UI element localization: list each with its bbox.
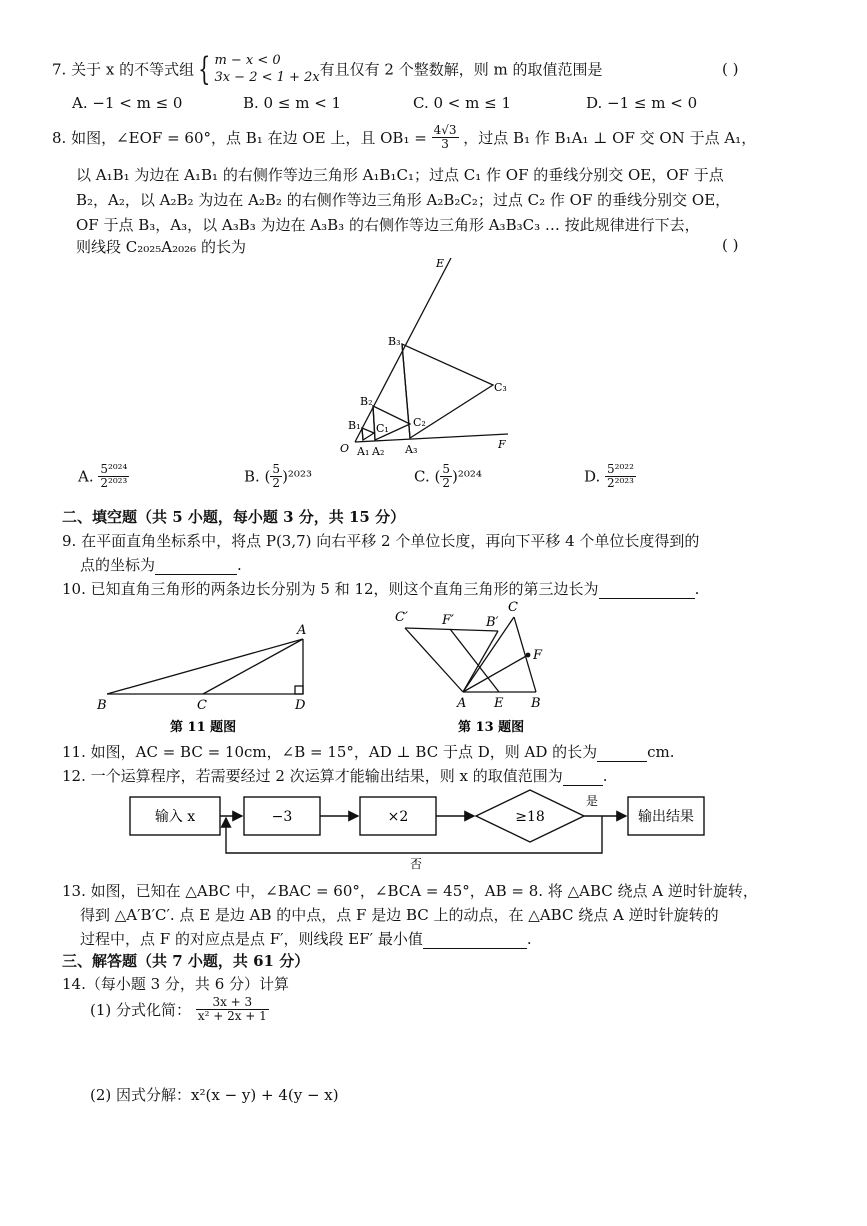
q14-part2: (2) 因式分解：x²(x − y) + 4(y − x) [90, 1086, 339, 1104]
q8-option-d-label: D. [584, 467, 601, 486]
q13-line1: 13. 如图，已知在 △ABC 中，∠BAC = 60°，∠BCA = 45°，AB = 8. 将 △ABC 绕点 A 逆时针旋转， [62, 882, 758, 900]
q7-system [214, 52, 319, 86]
q14-part1 [90, 996, 269, 1023]
fig11-ac [203, 639, 303, 694]
label-e: E [436, 257, 445, 270]
flow-input-text: 输入 x [154, 809, 196, 825]
q8-line1-b: ，过点 B₁ 作 B₁A₁ ⊥ OF 交 ON 于点 A₁， [463, 129, 757, 147]
label-f: F [498, 438, 506, 451]
q7-option-b: B. 0 ≤ m < 1 [243, 94, 342, 112]
q11-text: 11. 如图，AC = BC = 10cm，∠B = 15°，AD ⊥ BC 于点 D，则 AD 的长为 [62, 743, 598, 761]
q8-option-a-frac [98, 463, 129, 490]
q8-line4: OF 于点 B₃，A₃，以 A₃B₃ 为边在 A₃B₃ 的右侧作等边三角形 A₃B₃C₃ … 按此规律进行下去， [76, 216, 700, 234]
label-b1: B₁ [348, 419, 361, 432]
q9-end: . [237, 556, 242, 574]
q7-option-c: C. 0 < m ≤ 1 [413, 94, 511, 112]
q8-line1 [52, 124, 756, 151]
label-b3: B₃ [388, 335, 401, 348]
q13-end: . [526, 930, 532, 948]
q14-part1-label: (1) 分式化简： [90, 1001, 192, 1019]
q11 [62, 741, 675, 762]
q7-stem [52, 52, 603, 86]
q13-answer-blank [423, 934, 527, 949]
flow-output-text: 输出结果 [638, 809, 694, 825]
q8-option-b-den: 2 [272, 476, 281, 490]
fig11 [92, 618, 322, 738]
q9-answer-blank [155, 560, 237, 575]
fig11-label-a: A [297, 623, 307, 638]
fig13-label-f-prime: F′ [442, 613, 454, 628]
label-c2: C₂ [413, 416, 426, 429]
q10-end: . [694, 580, 700, 598]
flow-yes-text: 是 [585, 794, 599, 808]
flowchart [120, 788, 720, 870]
q12-text: 12. 一个运算程序，若需要经过 2 次运算才能输出结果，则 x 的取值范围为 [62, 767, 563, 785]
q8-option-c-label: C. ( [414, 467, 441, 486]
q12 [62, 765, 607, 786]
q11-unit: cm. [647, 743, 675, 761]
fig13-caption: 第 13 题图 [458, 720, 525, 735]
q7-system-line1: m − x < 0 [214, 53, 281, 68]
fig13-label-f: F [533, 648, 543, 663]
fig13-label-e: E [494, 696, 504, 711]
fig11-label-d: D [295, 698, 306, 713]
flow-step1-text: −3 [271, 809, 293, 825]
q14-part1-den: x² + 2x + 1 [197, 1009, 267, 1023]
fig13-label-c-prime: C′ [395, 610, 408, 625]
q8-option-c-close: )²⁰²⁴ [451, 467, 482, 486]
q8-option-b [244, 463, 312, 490]
q8-line5: 则线段 C₂₀₂₅A₂₀₂₆ 的长为 [76, 238, 246, 256]
fig13-f-prime-e [450, 629, 499, 692]
fig13-label-a: A [457, 696, 467, 711]
q8-frac-den: 3 [441, 137, 449, 151]
triangle-a1b1c1 [362, 428, 374, 440]
q8-option-a-label: A. [78, 467, 94, 486]
label-b2: B₂ [360, 395, 373, 408]
fig11-label-b: B [97, 698, 107, 713]
q12-end: . [602, 767, 608, 785]
label-o: O [340, 442, 350, 455]
fig13-label-c: C [508, 600, 518, 615]
q8-ob1-fraction [432, 124, 459, 151]
q8-option-c-frac [440, 463, 452, 490]
q8-option-b-label: B. ( [244, 467, 271, 486]
q8-option-c-den: 2 [442, 476, 450, 490]
q14-part1-num: 3x + 3 [196, 996, 269, 1010]
q13-line3 [80, 928, 532, 949]
q7-brace: { [198, 50, 211, 88]
q10-answer-blank [599, 584, 695, 599]
label-a3: A₃ [405, 443, 418, 456]
q7-answer-paren: ( ) [722, 60, 739, 78]
q9-line1: 9. 在平面直角坐标系中，将点 P(3,7) 向右平移 2 个单位长度，再向下平移 4 个单位长度得到的 [62, 532, 700, 550]
label-c1: C₁ [376, 422, 389, 435]
q8-option-d-num: 5²⁰²² [607, 462, 634, 476]
fig13-label-b: B [531, 696, 541, 711]
q8-frac-num: 4√3 [433, 123, 457, 137]
section2-title: 二、填空题（共 5 小题，每小题 3 分，共 15 分） [62, 508, 406, 526]
fig11-label-c: C [197, 698, 207, 713]
section3-title: 三、解答题（共 7 小题，共 61 分） [62, 952, 310, 970]
q9-line2-text: 点的坐标为 [80, 556, 156, 574]
q9-line2 [80, 554, 242, 575]
label-c3: C₃ [494, 381, 507, 394]
fig11-ab [107, 639, 303, 694]
q7-prefix: 7. 关于 x 的不等式组 [52, 60, 195, 79]
q12-answer-blank [563, 771, 603, 786]
fig13-point-f [526, 653, 531, 658]
q8-option-b-num: 5 [272, 462, 281, 476]
q8-option-a [78, 463, 129, 490]
q13-line2: 得到 △A′B′C′. 点 E 是边 AB 的中点，点 F 是边 BC 上的动点，在 △ABC 绕点 A 逆时针旋转的 [80, 906, 719, 924]
fig13-label-b-prime: B′ [486, 615, 499, 630]
q8-option-c [414, 463, 482, 490]
q14-part1-fraction [196, 996, 269, 1023]
q8-option-a-num: 5²⁰²⁴ [100, 462, 128, 476]
flow-cond-text: ≥18 [515, 809, 545, 825]
fig11-right-angle [295, 686, 303, 694]
q10 [62, 578, 699, 599]
q14-header: 14.（每小题 3 分，共 6 分）计算 [62, 975, 290, 993]
q8-figure [330, 250, 530, 460]
q8-option-b-close: )²⁰²³ [282, 467, 312, 486]
q8-option-d-den: 2²⁰²³ [607, 476, 634, 490]
q7-option-a: A. −1 < m ≤ 0 [72, 94, 183, 112]
fig13 [390, 595, 560, 740]
fig13-ab-prime [463, 631, 498, 692]
label-a2: A₂ [372, 445, 385, 458]
label-a1: A₁ [357, 445, 370, 458]
q7-option-d: D. −1 ≤ m < 0 [586, 94, 698, 112]
q10-text: 10. 已知直角三角形的两条边长分别为 5 和 12，则这个直角三角形的第三边长为 [62, 580, 599, 598]
q13-line3-text: 过程中，点 F 的对应点是点 F′，则线段 EF′ 最小值 [80, 930, 423, 948]
q8-option-d [584, 463, 636, 490]
q8-line2: 以 A₁B₁ 为边在 A₁B₁ 的右侧作等边三角形 A₁B₁C₁；过点 C₁ 作 OF 的垂线分别交 OE，OF 于点 [76, 166, 724, 184]
q7-system-line2: 3x − 2 < 1 + 2x [214, 70, 320, 85]
q7-suffix: 有且仅有 2 个整数解，则 m 的取值范围是 [319, 60, 603, 79]
flow-no-text: 否 [409, 857, 423, 870]
flow-step2-text: ×2 [387, 809, 409, 825]
q8-line3: B₂，A₂，以 A₂B₂ 为边在 A₂B₂ 的右侧作等边三角形 A₂B₂C₂；过点 C₂ 作 OF 的垂线分别交 OE， [76, 191, 731, 209]
q8-option-b-frac [270, 463, 282, 490]
q8-option-d-frac [605, 463, 636, 490]
q8-line1-a: 8. 如图，∠EOF = 60°，点 B₁ 在边 OE 上，且 OB₁ = [52, 129, 427, 147]
fig13-ac-prime [405, 628, 463, 692]
q11-answer-blank [597, 747, 647, 762]
q8-option-a-den: 2²⁰²³ [100, 476, 128, 490]
q8-option-c-num: 5 [442, 462, 450, 476]
q8-answer-paren: ( ) [722, 236, 739, 254]
fig11-caption: 第 11 题图 [170, 720, 237, 735]
